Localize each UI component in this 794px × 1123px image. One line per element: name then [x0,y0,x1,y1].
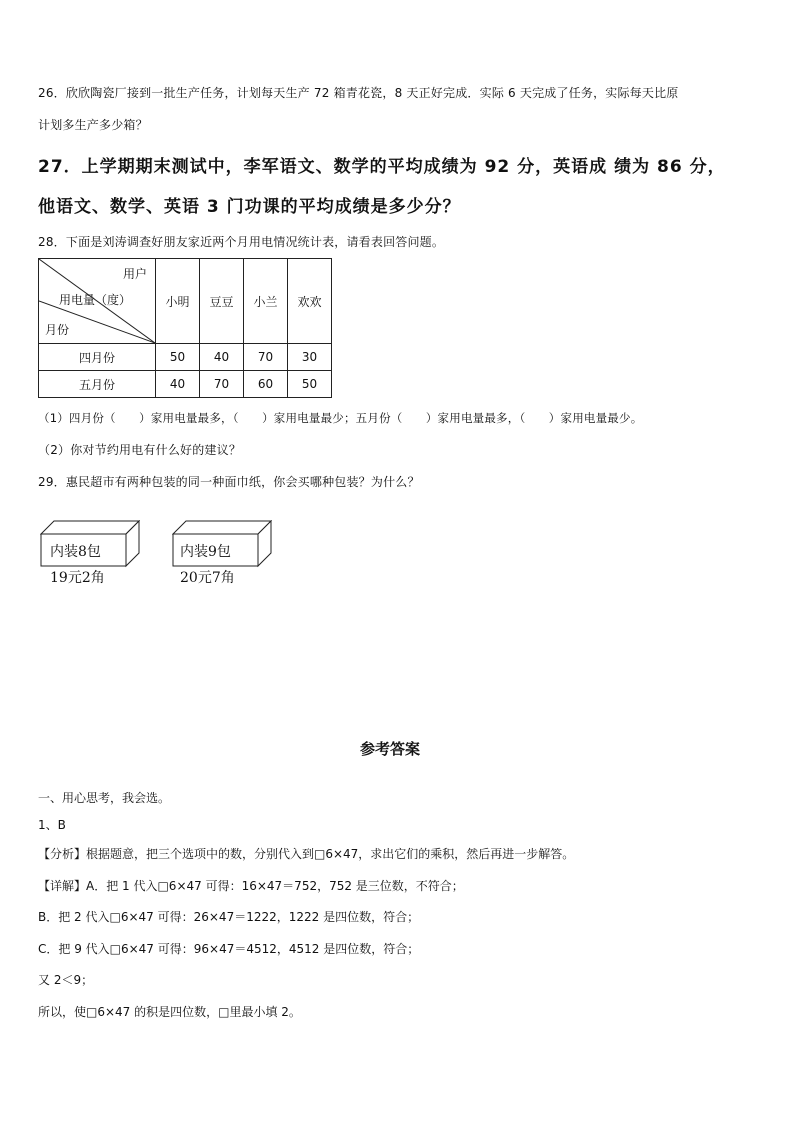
q27-line1: 27．上学期期末测试中，李军语文、数学的平均成绩为 92 分，英语成 绩为 86 分， [38,157,726,177]
table-row [39,371,332,398]
q26-line1: 26．欣欣陶瓷厂接到一批生产任务，计划每天生产 72 箱青花瓷，8 天正好完成．实际 6 天完成了任务，实际每天比原 [38,86,679,100]
tissue-box-1-label: 内装8包 [50,544,101,560]
corner-label-usage: 用电量（度） [59,293,132,307]
electricity-usage-table [38,258,332,398]
table-cell: 60 [244,371,288,398]
table-cell: 50 [156,344,200,371]
corner-label-user: 用户 [123,267,148,281]
tissue-box-2-label: 内装9包 [180,544,231,560]
column-header: 小兰 [244,259,288,344]
q28-intro: 28．下面是刘涛调查好朋友家近两个月用电情况统计表，请看表回答问题。 [38,235,445,249]
tissue-box-1-price: 19元2角 [50,570,105,586]
table-cell: 40 [200,344,244,371]
q26-line2: 计划多生产多少箱？ [38,118,148,132]
table-row [39,344,332,371]
corner-label-month: 月份 [45,323,70,337]
answer-detail-c: C．把 9 代入□6×47 可得：96×47＝4512，4512 是四位数，符合； [38,942,420,956]
column-header: 小明 [156,259,200,344]
answer-detail-b: B．把 2 代入□6×47 可得：26×47＝1222，1222 是四位数，符合； [38,910,420,924]
table-corner-cell [39,259,156,344]
row-label: 五月份 [39,371,156,398]
row-label: 四月份 [39,344,156,371]
q27-line2: 他语文、数学、英语 3 门功课的平均成绩是多少分？ [38,197,461,217]
table-cell: 70 [200,371,244,398]
table-cell: 40 [156,371,200,398]
column-header: 欢欢 [288,259,332,344]
table-cell: 50 [288,371,332,398]
table-cell: 70 [244,344,288,371]
answer-conclusion: 所以，使□6×47 的积是四位数，□里最小填 2。 [38,1005,301,1019]
answer-compare: 又 2＜9； [38,973,94,987]
column-header: 豆豆 [200,259,244,344]
q28-sub1: （1）四月份（ ）家用电量最多，（ ）家用电量最少；五月份（ ）家用电量最多，（ ）家用电量最少。 [38,411,643,425]
q28-sub2: （2）你对节约用电有什么好的建议？ [38,443,242,457]
table-cell: 30 [288,344,332,371]
answer-detail-a: 【详解】A．把 1 代入□6×47 可得：16×47＝752，752 是三位数，不符合； [38,879,464,893]
answers-section: 一、用心思考，我会选。 [38,791,171,805]
q29-text: 29．惠民超市有两种包装的同一种面巾纸，你会买哪种包装？为什么？ [38,475,420,489]
answer-1: 1、B [38,818,66,832]
answer-analysis: 【分析】根据题意，把三个选项中的数，分别代入到□6×47，求出它们的乘积，然后再进一步解答。 [38,847,575,861]
tissue-box-2-price: 20元7角 [180,570,235,586]
answers-title: 参考答案 [360,740,421,758]
table-header-row [39,259,332,344]
